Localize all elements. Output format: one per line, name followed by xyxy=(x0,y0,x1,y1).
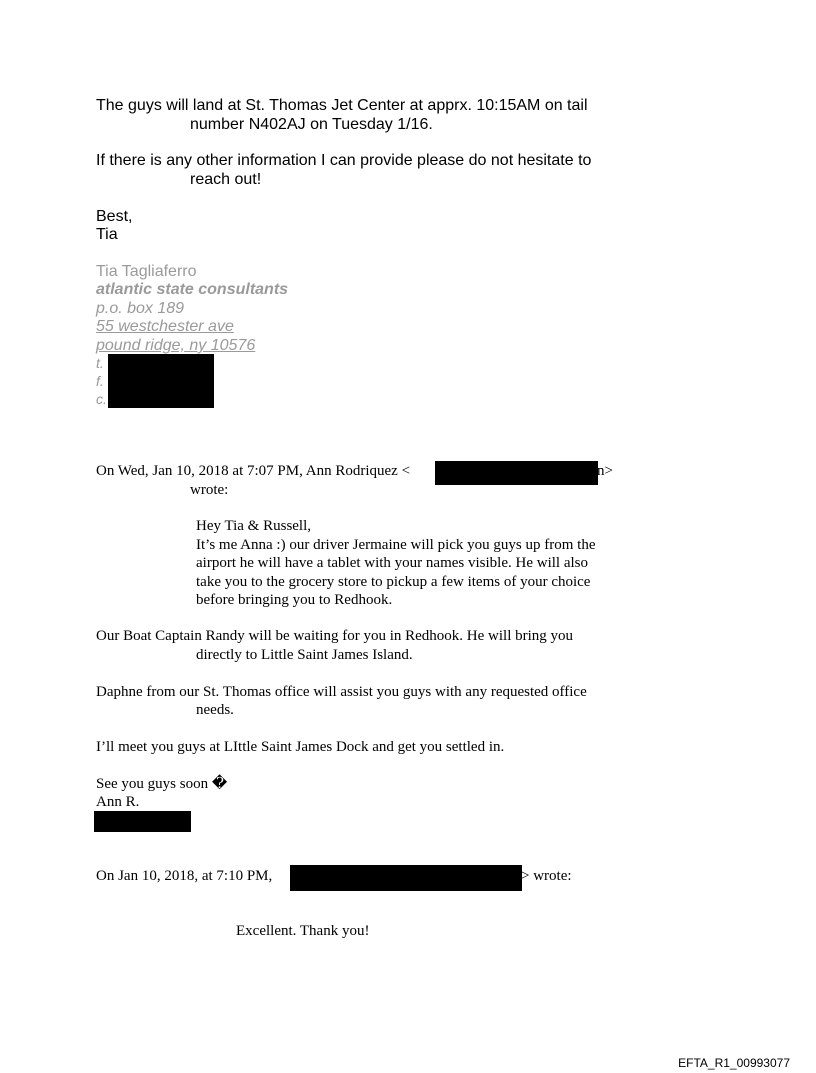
signature-contact-redaction xyxy=(108,354,214,408)
sender-name: Tia xyxy=(96,226,118,243)
see-you-line: See you guys soon � xyxy=(96,776,228,792)
closing: Best, xyxy=(96,208,133,225)
quoted-body-line-4: before bringing you to Redhook. xyxy=(196,592,393,608)
quoted-body-line-2: airport he will have a tablet with your names visible. He will also xyxy=(196,555,588,571)
office-line-2: needs. xyxy=(196,702,234,718)
info-line-2: reach out! xyxy=(190,171,262,188)
signature-fax-prefix: f. xyxy=(96,373,104,389)
quoted-email-redaction xyxy=(435,461,598,485)
earlier-body: Excellent. Thank you! xyxy=(236,923,370,939)
earlier-email-redaction xyxy=(290,865,522,891)
signature-phone-prefix: t. xyxy=(96,355,104,371)
boat-line-2: directly to Little Saint James Island. xyxy=(196,647,413,663)
quoted-body-line-3: take you to the grocery store to pickup a few items of your choice xyxy=(196,574,591,590)
dock-line: I’ll meet you guys at LIttle Saint James Dock and get you settled in. xyxy=(96,739,505,755)
signature-city[interactable]: pound ridge, ny 10576 xyxy=(96,337,256,354)
signoff: Ann R. xyxy=(96,794,140,810)
quoted-header xyxy=(96,462,410,480)
office-line-1: Daphne from our St. Thomas office will assist you guys with any requested office xyxy=(96,684,587,700)
arrival-line-2: number N402AJ on Tuesday 1/16. xyxy=(190,116,433,133)
earlier-header-prefix: On Jan 10, 2018, at 7:10 PM, xyxy=(96,868,273,884)
quoted-header-wrote: wrote: xyxy=(190,482,229,498)
quoted-body-line-1: It’s me Anna :) our driver Jermaine will pick you guys up from the xyxy=(196,537,596,553)
signature-name: Tia Tagliaferro xyxy=(96,263,197,280)
signature-po-box: p.o. box 189 xyxy=(96,300,185,317)
signature-cell-prefix: c. xyxy=(96,391,107,407)
quoted-header-suffix: n> xyxy=(597,463,613,479)
signoff-redaction xyxy=(94,811,191,832)
boat-line-1: Our Boat Captain Randy will be waiting for you in Redhook. He will bring you xyxy=(96,628,574,644)
quoted-header-prefix: On Wed, Jan 10, 2018 at 7:07 PM, Ann Rodriquez < xyxy=(96,463,411,479)
signature-street[interactable]: 55 westchester ave xyxy=(96,318,234,335)
bates-number: EFTA_R1_00993077 xyxy=(678,1056,790,1070)
info-line-1: If there is any other information I can provide please do not hesitate to xyxy=(96,152,592,169)
arrival-line-1: The guys will land at St. Thomas Jet Center at apprx. 10:15AM on tail xyxy=(96,97,588,114)
signature-company: atlantic state consultants xyxy=(96,281,289,298)
earlier-header-suffix: > wrote: xyxy=(521,868,572,884)
quoted-greeting: Hey Tia & Russell, xyxy=(196,518,312,534)
